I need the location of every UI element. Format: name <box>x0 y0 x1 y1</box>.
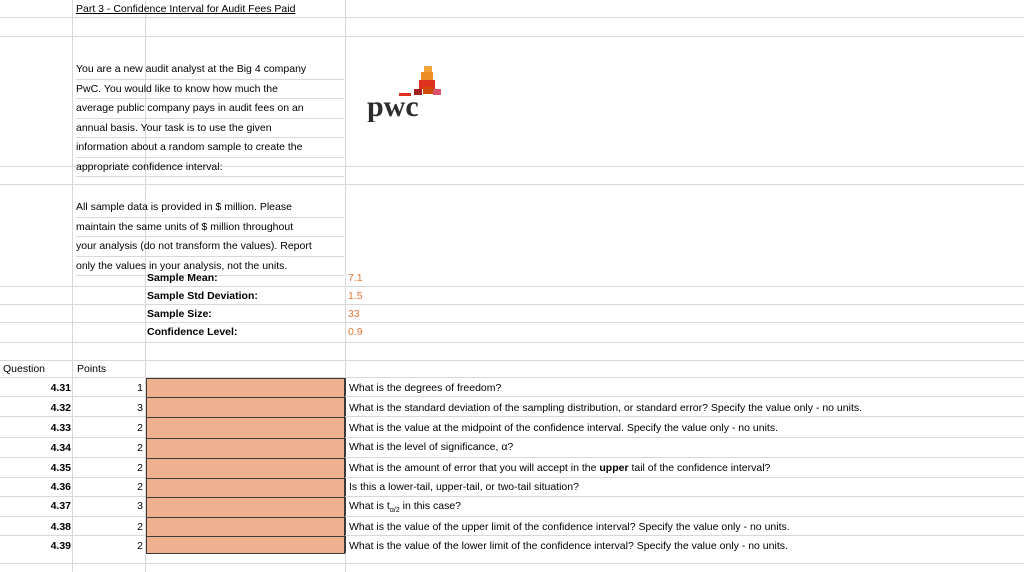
stat-label-mean: Sample Mean: <box>147 272 218 284</box>
question-number: 4.37 <box>50 500 71 512</box>
question-points: 2 <box>137 422 143 434</box>
stat-value-size[interactable]: 33 <box>348 308 360 320</box>
question-text: What is the level of significance, α? <box>349 441 514 453</box>
note-line: maintain the same units of $ million throughout <box>76 218 344 238</box>
question-number: 4.38 <box>50 521 71 533</box>
intro-line: average public company pays in audit fees on an <box>76 99 344 119</box>
question-points: 2 <box>137 521 143 533</box>
answer-cell[interactable] <box>146 478 345 497</box>
question-text: Is this a lower-tail, upper-tail, or two-tail situation? <box>349 481 579 493</box>
question-text-part: What is the amount of error that you will accept in the <box>349 462 600 474</box>
header-points: Points <box>77 363 107 375</box>
question-points: 2 <box>137 481 143 493</box>
intro-line: PwC. You would like to know how much the <box>76 80 344 100</box>
question-number: 4.32 <box>50 402 71 414</box>
question-text-subscript: α/2 <box>389 507 400 515</box>
question-points: 3 <box>137 500 143 512</box>
question-points: 2 <box>137 462 143 474</box>
pwc-wordmark: pwc <box>367 90 419 122</box>
answer-cell[interactable] <box>146 536 345 554</box>
stat-value-mean[interactable]: 7.1 <box>348 272 363 284</box>
question-points: 2 <box>137 540 143 552</box>
question-text: What is the value of the lower limit of the confidence interval? Specify the value only - no units. <box>349 540 788 552</box>
intro-line: information about a random sample to create the <box>76 138 344 158</box>
answer-cell[interactable] <box>146 397 345 417</box>
answer-cell[interactable] <box>146 497 345 517</box>
question-number: 4.33 <box>50 422 71 434</box>
question-text-part: What is t <box>349 500 390 512</box>
question-text: What is the standard deviation of the sampling distribution, or standard error? Specify the value only - no units. <box>349 402 863 414</box>
stat-value-confidence[interactable]: 0.9 <box>348 326 363 338</box>
question-points: 3 <box>137 402 143 414</box>
pwc-logo <box>367 66 457 125</box>
answer-cell[interactable] <box>146 458 345 478</box>
answer-cell[interactable] <box>146 438 345 458</box>
question-number: 4.34 <box>50 442 71 454</box>
question-text-emphasis: upper <box>599 462 629 474</box>
note-paragraph <box>76 198 344 276</box>
question-text-part: in this case? <box>399 500 462 512</box>
intro-line: appropriate confidence interval: <box>76 158 344 178</box>
header-question: Question <box>3 363 46 375</box>
question-text <box>349 462 770 474</box>
intro-line: You are a new audit analyst at the Big 4 company <box>76 60 344 80</box>
stat-value-std[interactable]: 1.5 <box>348 290 363 302</box>
question-number: 4.35 <box>50 462 71 474</box>
question-text <box>349 500 461 514</box>
stat-label-std: Sample Std Deviation: <box>147 290 258 302</box>
question-points: 1 <box>137 382 143 394</box>
pwc-logo-mark <box>367 66 457 122</box>
question-text: What is the value at the midpoint of the confidence interval. Specify the value only - no units. <box>349 422 778 434</box>
stat-label-size: Sample Size: <box>147 308 212 320</box>
question-text: What is the degrees of freedom? <box>349 382 502 394</box>
note-line: only the values in your analysis, not the units. <box>76 257 344 277</box>
answer-cell[interactable] <box>146 517 345 536</box>
answer-cell[interactable] <box>146 378 345 397</box>
question-number: 4.36 <box>50 481 71 493</box>
intro-line: annual basis. Your task is to use the given <box>76 119 344 139</box>
question-number: 4.31 <box>50 382 71 394</box>
question-text-part: tail of the confidence interval? <box>628 462 771 474</box>
note-line: your analysis (do not transform the values). Report <box>76 237 344 257</box>
answer-cell[interactable] <box>146 417 345 438</box>
intro-paragraph <box>76 60 344 177</box>
page-title: Part 3 - Confidence Interval for Audit Fees Paid <box>76 3 296 15</box>
stat-label-confidence: Confidence Level: <box>147 326 238 338</box>
question-points: 2 <box>137 442 143 454</box>
question-text: What is the value of the upper limit of the confidence interval? Specify the value only - no units. <box>349 521 790 533</box>
question-number: 4.39 <box>50 540 71 552</box>
note-line: All sample data is provided in $ million. Please <box>76 198 344 218</box>
